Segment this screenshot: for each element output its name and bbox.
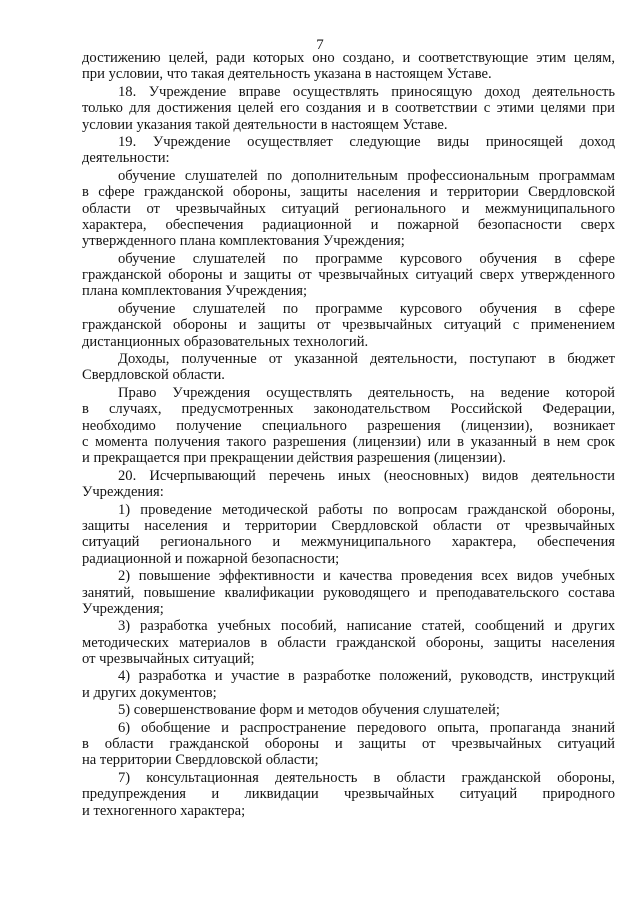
text-line: 4) разработка и участие в разработке положений, руководств, инструкций <box>118 668 615 685</box>
text-line: Право Учреждения осуществлять деятельность, на ведение которой <box>118 384 615 401</box>
paragraph-20-item-3 <box>82 618 615 667</box>
text-line: Учреждения; <box>82 600 164 617</box>
text-line: утвержденного плана комплектования Учреждения; <box>82 233 405 250</box>
text-line: 7) консультационная деятельность в области гражданской обороны, <box>118 769 615 786</box>
text-line: 1) проведение методической работы по вопросам гражданской обороны, <box>118 501 615 518</box>
text-line: и прекращается при прекращении действия разрешения (лицензии). <box>82 450 506 467</box>
paragraph-continuation <box>82 50 615 83</box>
text-line: гражданской обороны и защиты от чрезвычайных ситуаций с применением <box>82 317 615 334</box>
text-line: 20. Исчерпывающий перечень иных (неосновных) видов деятельности <box>118 467 615 484</box>
text-line: деятельности: <box>82 150 170 167</box>
text-line: 18. Учреждение вправе осуществлять приносящую доход деятельность <box>118 83 615 100</box>
text-line: обучение слушателей по дополнительным профессиональным программам <box>118 167 615 184</box>
paragraph-19-item-2 <box>82 251 615 300</box>
paragraph-20 <box>82 468 615 501</box>
text-line: Учреждения: <box>82 484 164 501</box>
paragraph-20-item-7 <box>82 770 615 819</box>
text-line: в области гражданской обороны и защиты от чрезвычайных ситуаций <box>82 736 615 753</box>
paragraph-20-item-4 <box>82 668 615 701</box>
text-line: 6) обобщение и распространение передового опыта, пропаганда знаний <box>118 719 615 736</box>
paragraph-19-license <box>82 385 615 467</box>
text-line: обучение слушателей по программе курсового обучения в сфере <box>118 250 615 267</box>
text-line: на территории Свердловской области; <box>82 752 319 769</box>
text-line: 2) повышение эффективности и качества проведения всех видов учебных <box>118 568 615 585</box>
text-line: радиационной и пожарной безопасности; <box>82 550 340 567</box>
text-line: 5) совершенствование форм и методов обучения слушателей; <box>118 702 500 719</box>
paragraph-19-income <box>82 351 615 384</box>
text-line: в случаях, предусмотренных законодательством Российской Федерации, <box>82 401 615 418</box>
paragraph-19-item-1 <box>82 168 615 250</box>
paragraph-20-item-2 <box>82 568 615 617</box>
paragraph-20-item-6 <box>82 720 615 769</box>
text-line: при условии, что такая деятельность указана в настоящем Уставе. <box>82 66 492 83</box>
text-line: и других документов; <box>82 684 217 701</box>
text-line: 3) разработка учебных пособий, написание статей, сообщений и других <box>118 618 615 635</box>
paragraph-19-item-3 <box>82 301 615 350</box>
text-line: 19. Учреждение осуществляет следующие виды приносящей доход <box>118 133 615 150</box>
text-line: гражданской обороны и защиты от чрезвычайных ситуаций сверх утвержденного <box>82 267 615 284</box>
text-line: предупреждения и ликвидации чрезвычайных ситуаций природного <box>82 786 615 803</box>
text-line: обучение слушателей по программе курсового обучения в сфере <box>118 300 615 317</box>
paragraph-20-item-1 <box>82 502 615 568</box>
paragraph-19 <box>82 134 615 167</box>
document-body <box>82 50 615 820</box>
text-line: в сфере гражданской обороны, защиты населения и территории Свердловской <box>82 184 615 201</box>
text-line: только для достижения целей его создания и в соответствии с этими целями при <box>82 100 615 117</box>
text-line: от чрезвычайных ситуаций; <box>82 651 255 668</box>
paragraph-18 <box>82 84 615 133</box>
text-line: характера, обеспечения радиационной и пожарной безопасности сверх <box>82 216 615 233</box>
text-line: с момента получения такого разрешения (лицензии) или в указанный в нем срок <box>82 433 615 450</box>
text-line: достижению целей, ради которых оно создано, и соответствующие этим целям, <box>82 50 615 66</box>
text-line: Свердловской области. <box>82 367 225 384</box>
text-line: ситуаций регионального и межмуниципального характера, обеспечения <box>82 534 615 551</box>
paragraph-20-item-5 <box>82 702 615 718</box>
text-line: дистанционных образовательных технологий. <box>82 333 369 350</box>
text-line: необходимо получение специального разрешения (лицензии), возникает <box>82 417 615 434</box>
text-line: области от чрезвычайных ситуаций регионального и межмуниципального <box>82 200 615 217</box>
page-number: 7 <box>316 37 324 53</box>
text-line: условии указания такой деятельности в настоящем Уставе. <box>82 116 448 133</box>
text-line: Доходы, полученные от указанной деятельности, поступают в бюджет <box>118 351 615 368</box>
text-line: методических материалов в области гражданской обороны, защиты населения <box>82 634 615 651</box>
text-line: защиты населения и территории Свердловской области от чрезвычайных <box>82 517 615 534</box>
text-line: плана комплектования Учреждения; <box>82 283 308 300</box>
text-line: и техногенного характера; <box>82 802 246 819</box>
text-line: занятий, повышение квалификации руководящего и преподавательского состава <box>82 584 615 601</box>
